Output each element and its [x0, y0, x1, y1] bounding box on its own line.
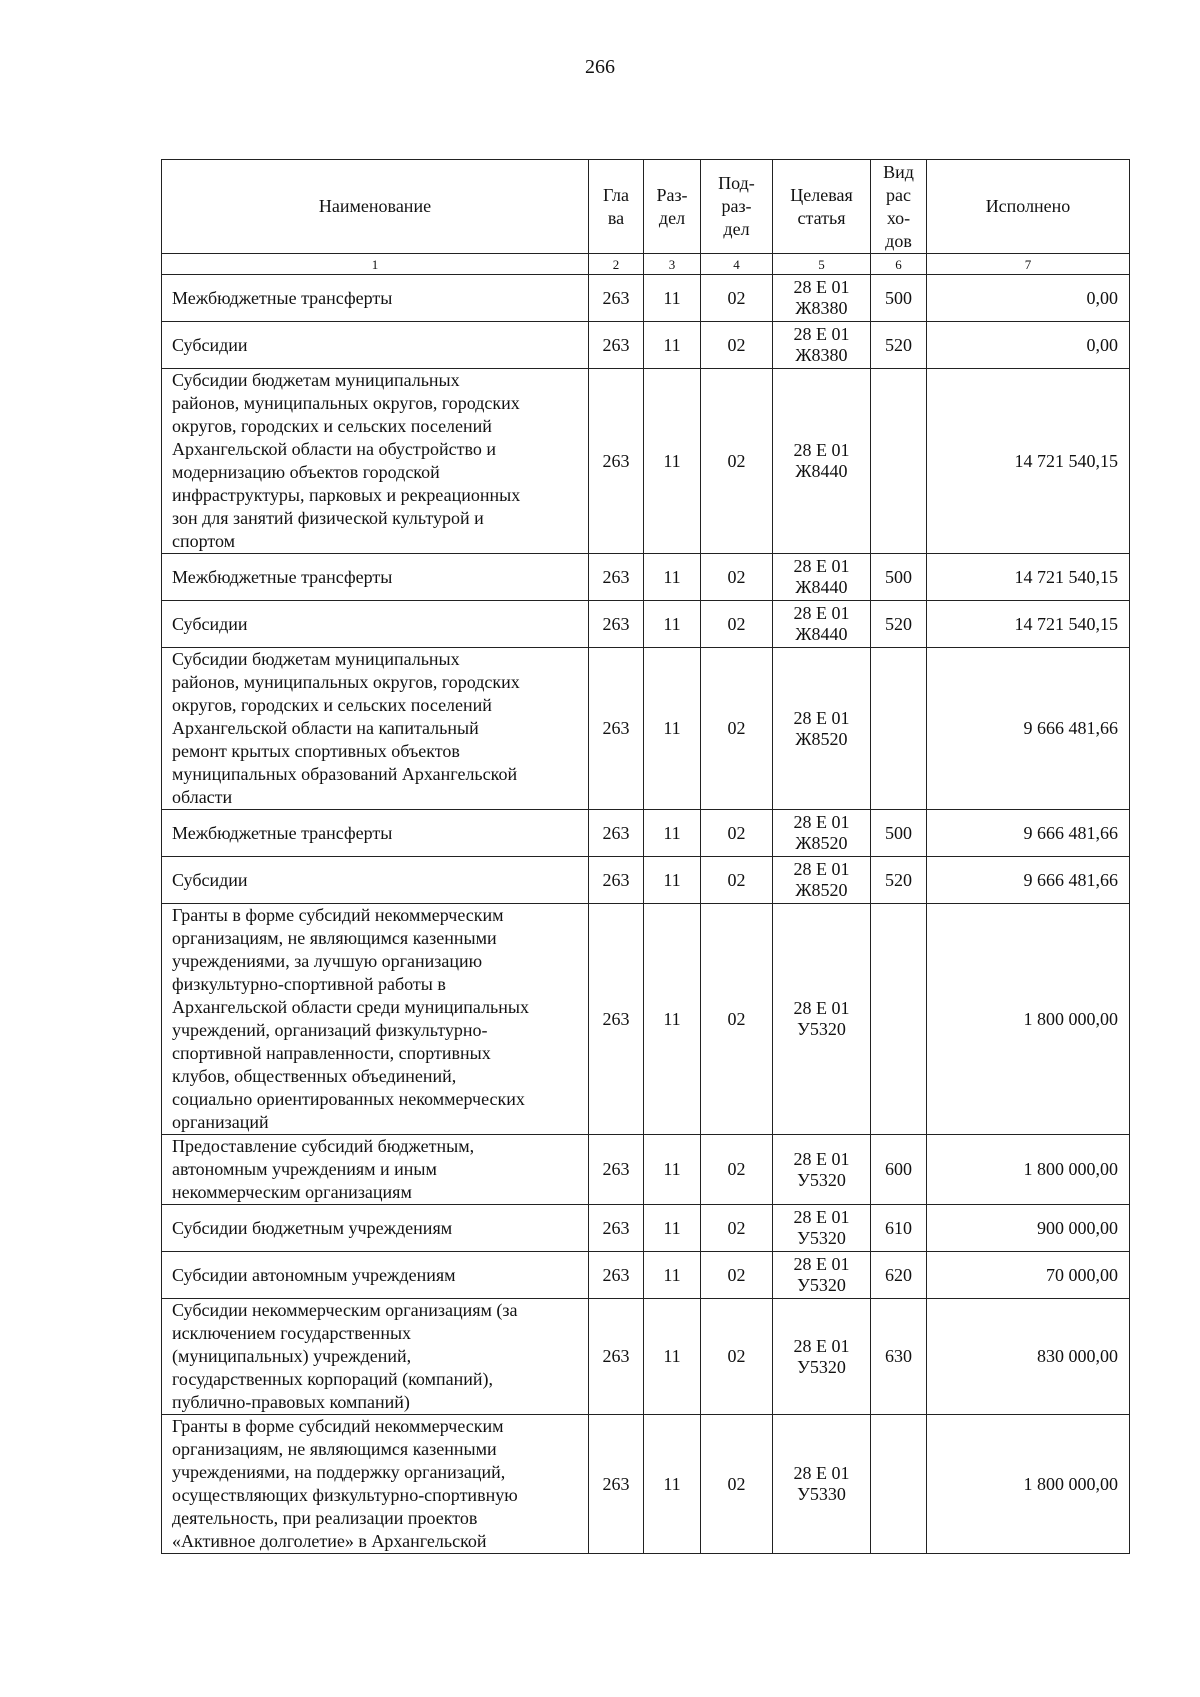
- row-target-line: У5320: [797, 1169, 846, 1190]
- row-amount: 14 721 540,15: [927, 601, 1130, 648]
- row-name-line: организаций: [172, 1112, 269, 1132]
- row-name-line: физкультурно-спортивной работы в: [172, 974, 446, 994]
- row-name-line: государственных корпораций (компаний),: [172, 1369, 493, 1389]
- row-name-line: ремонт крытых спортивных объектов: [172, 741, 460, 761]
- row-glava: 263: [589, 857, 644, 904]
- row-name-line: Предоставление субсидий бюджетным,: [172, 1136, 475, 1156]
- row-podrazdel: 02: [701, 369, 773, 554]
- row-name-line: зон для занятий физической культурой и: [172, 508, 484, 528]
- row-name-line: округов, городских и сельских поселений: [172, 416, 492, 436]
- row-amount: 9 666 481,66: [927, 648, 1130, 810]
- row-target: [773, 1252, 871, 1299]
- row-target-line: 28 Е 01: [793, 859, 850, 879]
- row-target-line: У5320: [797, 1228, 846, 1248]
- row-name: [162, 1415, 589, 1554]
- row-razdel: 11: [644, 1252, 701, 1299]
- row-target-line: У5320: [797, 1356, 846, 1377]
- row-vid: 500: [871, 275, 927, 322]
- row-glava: 263: [589, 1252, 644, 1299]
- row-name-line: Межбюджетные трансферты: [172, 287, 393, 308]
- row-name: [162, 1252, 589, 1299]
- row-target: [773, 1299, 871, 1415]
- table-row: [162, 1415, 1130, 1554]
- row-razdel: 11: [644, 369, 701, 554]
- row-target-line: 28 Е 01: [793, 812, 850, 832]
- row-target-line: 28 Е 01: [793, 324, 850, 344]
- row-name-line: области: [172, 787, 233, 807]
- header-podrazdel: Под- раз- дел: [701, 160, 773, 254]
- header-executed: Исполнено: [927, 160, 1130, 254]
- row-name-line: инфраструктуры, парковых и рекреационных: [172, 485, 521, 505]
- row-glava: 263: [589, 648, 644, 810]
- row-target: [773, 904, 871, 1135]
- row-target-line: 28 Е 01: [793, 556, 850, 576]
- row-name-line: Межбюджетные трансферты: [172, 566, 393, 587]
- table-row: [162, 275, 1130, 322]
- table-row: [162, 601, 1130, 648]
- row-vid: [871, 369, 927, 554]
- header-target: Целевая статья: [773, 160, 871, 254]
- row-podrazdel: 02: [701, 275, 773, 322]
- row-name: [162, 554, 589, 601]
- row-name-line: автономным учреждениям и иным: [172, 1159, 437, 1179]
- column-number: 5: [773, 254, 871, 275]
- row-name-line: Субсидии бюджетам муниципальных: [172, 370, 460, 390]
- row-podrazdel: 02: [701, 1415, 773, 1554]
- row-target-line: 28 Е 01: [793, 1335, 850, 1356]
- row-razdel: 11: [644, 554, 701, 601]
- row-name: [162, 369, 589, 554]
- header-row: [162, 160, 1130, 254]
- row-name-line: спортом: [172, 531, 236, 551]
- row-podrazdel: 02: [701, 1135, 773, 1205]
- row-target: [773, 601, 871, 648]
- row-name-line: осуществляющих физкультурно-спортивную: [172, 1485, 518, 1505]
- row-name: [162, 322, 589, 369]
- row-podrazdel: 02: [701, 1299, 773, 1415]
- row-name-line: районов, муниципальных округов, городских: [172, 393, 520, 413]
- row-name-line: учреждений, организаций физкультурно-: [172, 1020, 488, 1040]
- row-name: [162, 275, 589, 322]
- row-vid: [871, 648, 927, 810]
- row-vid: 620: [871, 1252, 927, 1299]
- budget-table: [161, 159, 1130, 1554]
- table-row: [162, 554, 1130, 601]
- row-name-line: районов, муниципальных округов, городских: [172, 672, 520, 692]
- row-name-line: некоммерческим организациям: [172, 1182, 412, 1202]
- row-target-line: У5320: [797, 1019, 846, 1039]
- row-name: [162, 810, 589, 857]
- row-target: [773, 857, 871, 904]
- row-amount: 1 800 000,00: [927, 904, 1130, 1135]
- row-target-line: Ж8440: [795, 577, 848, 597]
- row-name-line: Субсидии автономным учреждениям: [172, 1264, 456, 1285]
- row-glava: 263: [589, 275, 644, 322]
- row-name: [162, 648, 589, 810]
- row-name: [162, 857, 589, 904]
- row-name-line: публично-правовых компаний): [172, 1392, 410, 1412]
- row-podrazdel: 02: [701, 554, 773, 601]
- row-target: [773, 648, 871, 810]
- row-target: [773, 554, 871, 601]
- row-name-line: Субсидии бюджетным учреждениям: [172, 1217, 453, 1238]
- row-razdel: 11: [644, 601, 701, 648]
- row-target-line: Ж8380: [795, 298, 848, 318]
- row-razdel: 11: [644, 1415, 701, 1554]
- row-name-line: Субсидии бюджетам муниципальных: [172, 649, 460, 669]
- row-target-line: Ж8520: [795, 880, 848, 900]
- row-name: [162, 1135, 589, 1205]
- row-target: [773, 275, 871, 322]
- row-name-line: Гранты в форме субсидий некоммерческим: [172, 905, 504, 925]
- row-podrazdel: 02: [701, 904, 773, 1135]
- row-amount: 0,00: [927, 322, 1130, 369]
- row-glava: 263: [589, 369, 644, 554]
- row-podrazdel: 02: [701, 810, 773, 857]
- row-podrazdel: 02: [701, 1252, 773, 1299]
- row-glava: 263: [589, 322, 644, 369]
- row-vid: 600: [871, 1135, 927, 1205]
- column-number: 2: [589, 254, 644, 275]
- row-amount: 9 666 481,66: [927, 857, 1130, 904]
- row-name-line: округов, городских и сельских поселений: [172, 695, 492, 715]
- row-vid: 520: [871, 601, 927, 648]
- row-name-line: Субсидии: [172, 334, 248, 355]
- row-name-line: муниципальных образований Архангельской: [172, 764, 518, 784]
- row-glava: 263: [589, 1299, 644, 1415]
- row-target-line: Ж8520: [795, 728, 848, 749]
- row-name-line: организациям, не являющимся казенными: [172, 1439, 497, 1459]
- row-name: [162, 601, 589, 648]
- row-vid: 500: [871, 554, 927, 601]
- row-vid: 500: [871, 810, 927, 857]
- row-name-line: Гранты в форме субсидий некоммерческим: [172, 1416, 504, 1436]
- row-razdel: 11: [644, 810, 701, 857]
- row-target: [773, 322, 871, 369]
- row-name-line: Субсидии некоммерческим организациям (за: [172, 1300, 518, 1320]
- row-razdel: 11: [644, 275, 701, 322]
- row-vid: 520: [871, 322, 927, 369]
- table-row: [162, 857, 1130, 904]
- row-target: [773, 1415, 871, 1554]
- row-razdel: 11: [644, 857, 701, 904]
- row-name-line: исключением государственных: [172, 1323, 412, 1343]
- row-glava: 263: [589, 810, 644, 857]
- row-amount: 14 721 540,15: [927, 554, 1130, 601]
- row-name-line: спортивной направленности, спортивных: [172, 1043, 491, 1063]
- row-name-line: (муниципальных) учреждений,: [172, 1346, 412, 1366]
- column-number: 4: [701, 254, 773, 275]
- column-number-row: [162, 254, 1130, 275]
- row-glava: 263: [589, 904, 644, 1135]
- row-amount: 0,00: [927, 275, 1130, 322]
- row-target-line: У5330: [797, 1484, 846, 1504]
- row-name-line: Межбюджетные трансферты: [172, 822, 393, 843]
- row-name-line: организациям, не являющимся казенными: [172, 928, 497, 948]
- row-target: [773, 1205, 871, 1252]
- row-name: [162, 1299, 589, 1415]
- page-number: 266: [585, 56, 615, 78]
- row-target-line: 28 Е 01: [793, 277, 850, 297]
- row-target-line: Ж8440: [795, 624, 848, 644]
- row-amount: 830 000,00: [927, 1299, 1130, 1415]
- row-amount: 9 666 481,66: [927, 810, 1130, 857]
- row-name: [162, 1205, 589, 1252]
- column-number: 1: [162, 254, 589, 275]
- row-name-line: Архангельской области на обустройство и: [172, 439, 496, 459]
- row-name-line: Субсидии: [172, 869, 248, 890]
- row-razdel: 11: [644, 1299, 701, 1415]
- table-row: [162, 1205, 1130, 1252]
- row-name-line: модернизацию объектов городской: [172, 462, 440, 482]
- table-row: [162, 810, 1130, 857]
- row-target-line: Ж8440: [795, 461, 848, 481]
- row-target-line: 28 Е 01: [793, 1148, 850, 1169]
- row-razdel: 11: [644, 1135, 701, 1205]
- row-target: [773, 1135, 871, 1205]
- row-glava: 263: [589, 554, 644, 601]
- row-vid: 520: [871, 857, 927, 904]
- row-glava: 263: [589, 601, 644, 648]
- row-amount: 70 000,00: [927, 1252, 1130, 1299]
- header-glava: Гла ва: [589, 160, 644, 254]
- header-razdel: Раз- дел: [644, 160, 701, 254]
- row-target-line: 28 Е 01: [793, 1207, 850, 1227]
- row-name-line: деятельность, при реализации проектов: [172, 1508, 478, 1528]
- row-amount: 1 800 000,00: [927, 1415, 1130, 1554]
- row-name-line: учреждениями, на поддержку организаций,: [172, 1462, 506, 1482]
- row-amount: 1 800 000,00: [927, 1135, 1130, 1205]
- row-razdel: 11: [644, 648, 701, 810]
- row-name-line: клубов, общественных объединений,: [172, 1066, 457, 1086]
- row-name-line: учреждениями, за лучшую организацию: [172, 951, 483, 971]
- row-name: [162, 904, 589, 1135]
- table-row: [162, 1135, 1130, 1205]
- column-number: 6: [871, 254, 927, 275]
- table-row: [162, 904, 1130, 1135]
- table-row: [162, 1299, 1130, 1415]
- row-target-line: 28 Е 01: [793, 1463, 850, 1483]
- header-name: Наименование: [162, 160, 589, 254]
- row-razdel: 11: [644, 322, 701, 369]
- row-podrazdel: 02: [701, 1205, 773, 1252]
- row-name-line: социально ориентированных некоммерческих: [172, 1089, 525, 1109]
- row-razdel: 11: [644, 1205, 701, 1252]
- row-target: [773, 810, 871, 857]
- row-target-line: У5320: [797, 1275, 846, 1295]
- table-row: [162, 322, 1130, 369]
- row-vid: 630: [871, 1299, 927, 1415]
- row-target-line: 28 Е 01: [793, 707, 850, 728]
- column-number: 3: [644, 254, 701, 275]
- row-vid: 610: [871, 1205, 927, 1252]
- row-glava: 263: [589, 1135, 644, 1205]
- row-podrazdel: 02: [701, 857, 773, 904]
- row-razdel: 11: [644, 904, 701, 1135]
- row-target: [773, 369, 871, 554]
- row-podrazdel: 02: [701, 322, 773, 369]
- table-row: [162, 648, 1130, 810]
- row-name-line: Архангельской области на капитальный: [172, 718, 479, 738]
- row-target-line: 28 Е 01: [793, 603, 850, 623]
- row-amount: 14 721 540,15: [927, 369, 1130, 554]
- row-amount: 900 000,00: [927, 1205, 1130, 1252]
- row-podrazdel: 02: [701, 648, 773, 810]
- row-target-line: 28 Е 01: [793, 440, 850, 460]
- row-glava: 263: [589, 1205, 644, 1252]
- column-number: 7: [927, 254, 1130, 275]
- row-vid: [871, 1415, 927, 1554]
- row-name-line: Субсидии: [172, 613, 248, 634]
- row-target-line: Ж8380: [795, 345, 848, 365]
- row-target-line: 28 Е 01: [793, 1254, 850, 1274]
- row-vid: [871, 904, 927, 1135]
- row-target-line: Ж8520: [795, 833, 848, 853]
- header-vid: Вид рас хо- дов: [871, 160, 927, 254]
- row-target-line: 28 Е 01: [793, 998, 850, 1018]
- row-name-line: «Активное долголетие» в Архангельской: [172, 1531, 487, 1551]
- row-name-line: Архангельской области среди муниципальных: [172, 997, 529, 1017]
- table-row: [162, 1252, 1130, 1299]
- row-glava: 263: [589, 1415, 644, 1554]
- row-podrazdel: 02: [701, 601, 773, 648]
- table-row: [162, 369, 1130, 554]
